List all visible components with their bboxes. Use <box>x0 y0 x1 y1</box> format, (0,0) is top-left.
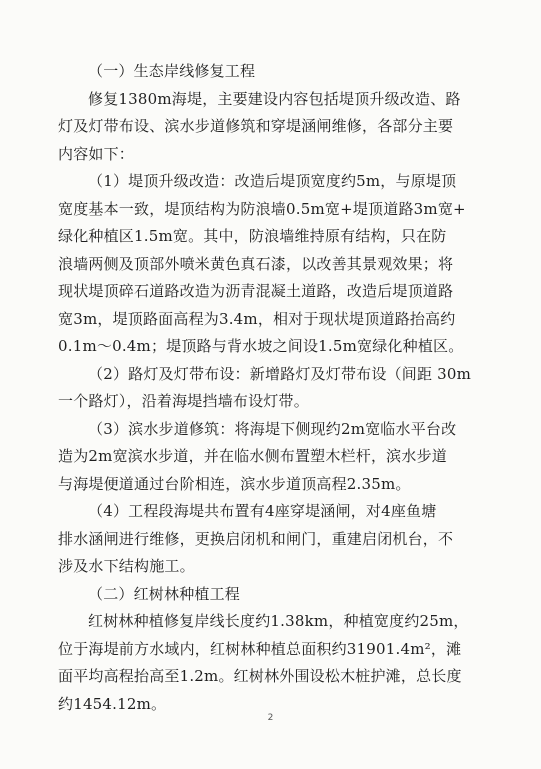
paragraph-line: 0.1m～0.4m；堤顶路与背水坡之间设1.5m宽绿化种植区。 <box>58 337 464 355</box>
paragraph-line: 绿化种植区1.5m宽。其中，防浪墙维持原有结构，只在防 <box>58 227 447 245</box>
paragraph-line: 灯及灯带布设、滨水步道修筑和穿堤涵闸维修，各部分主要 <box>58 117 454 135</box>
paragraph-line: 修复1380m海堤，主要建设内容包括堤顶升级改造、路 <box>88 89 461 108</box>
paragraph-line: 涉及水下结构施工。 <box>58 557 195 575</box>
paragraph-line: 约1454.12m。 <box>58 694 167 713</box>
paragraph-line: 浪墙两侧及顶部外喷米黄色真石漆，以改善其景观效果；将 <box>58 254 454 273</box>
paragraph-line: 位于海堤前方水域内，红树林种植总面积约31901.4m²，滩 <box>58 639 462 658</box>
section-heading-ecological-shoreline: （一）生态岸线修复工程 <box>88 62 256 80</box>
section-heading-mangrove-planting: （二）红树林种植工程 <box>88 584 241 603</box>
document-body <box>58 58 470 718</box>
page-number: 2 <box>267 713 274 723</box>
paragraph-line: （1）堤顶升级改造：改造后堤顶宽度约5m，与原堤顶 <box>88 172 457 190</box>
paragraph-line: 面平均高程抬高至1.2m。红树林外围设松木桩护滩，总长度 <box>58 667 462 685</box>
paragraph-line: 排水涵闸进行维修，更换启闭机和闸门，重建启闭机台，不 <box>58 529 454 548</box>
paragraph-line: 造为2m宽滨水步道，并在临水侧布置塑木栏杆，滨水步道 <box>58 447 447 465</box>
paragraph-line: 一个路灯），沿着海堤挡墙布设灯带。 <box>58 392 309 410</box>
paragraph-line: （4）工程段海堤共布置有4座穿堤涵闸，对4座鱼塘 <box>88 502 437 520</box>
paragraph-line: 宽度基本一致，堤顶结构为防浪墙0.5m宽+堤顶道路3m宽+ <box>58 199 466 218</box>
paragraph-line: 与海堤便道通过台阶相连，滨水步道顶高程2.35m。 <box>58 474 411 493</box>
paragraph-line: （3）滨水步道修筑：将海堤下侧现约2m宽临水平台改 <box>88 419 457 438</box>
paragraph-line: 现状堤顶碎石道路改造为沥青混凝土道路，改造后堤顶道路 <box>58 282 454 300</box>
paragraph-line: 宽3m，堤顶路面高程为3.4m，相对于现状堤顶道路抬高约 <box>58 309 456 328</box>
paragraph-line: （2）路灯及灯带布设：新增路灯及灯带布设（间距 30m <box>88 364 472 383</box>
paragraph-line: 内容如下： <box>58 144 135 163</box>
paragraph-line: 红树林种植修复岸线长度约1.38km，种植宽度约25m， <box>88 612 469 630</box>
